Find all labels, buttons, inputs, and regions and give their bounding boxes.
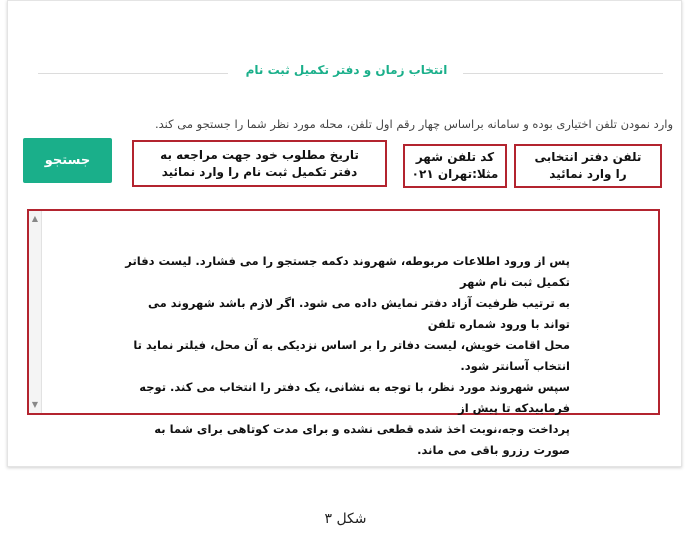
city-code-label-line1: کد تلفن شهر	[415, 150, 495, 164]
date-field-label-line2: دفتر تکمیل ثبت نام را وارد نمائید	[161, 164, 358, 179]
results-textarea[interactable]	[27, 209, 660, 457]
title-divider-left	[38, 73, 228, 74]
city-code-label-line2: مثلا:تهران ۰۲۱	[411, 167, 499, 181]
results-line: سپس شهروند مورد نظر، با توجه به نشانی، یک دفتر را انتخاب می کند. توجه فرمایید‌که تا پیش از	[139, 380, 570, 415]
section-header	[38, 63, 663, 83]
phone-field-label-line1: تلفن دفتر انتخابی	[534, 150, 642, 164]
instruction-text: وارد نمودن تلفن اختیاری بوده و سامانه براساس چهار رقم اول تلفن، محله مورد نظر شما را جستجو می کند.	[154, 117, 673, 131]
results-line: پرداخت وجه،نوبت اخذ شده قطعی نشده و برای مدت کوتاهی برای شما به صورت رزرو باقی می ماند.	[154, 422, 570, 457]
results-line: محل اقامت خویش، لیست دفاتر را بر اساس نزدیکی به آن محل، فیلتر نماید تا انتخاب آسانتر شود.	[133, 338, 570, 373]
date-field-label-line1: تاریخ مطلوب خود جهت مراجعه به	[160, 147, 359, 162]
scroll-down-arrow-icon[interactable]: ▼	[31, 400, 39, 409]
section-title: انتخاب زمان و دفتر تکمیل ثبت نام	[245, 63, 448, 77]
textarea-scrollbar[interactable]	[29, 211, 42, 413]
date-field[interactable]	[132, 140, 387, 187]
figure-caption: شکل ۳	[324, 511, 367, 527]
phone-field-label-line2: را وارد نمائید	[549, 167, 627, 181]
results-line: پس از ورود اطلاعات مربوطه، شهروند دکمه جستجو را می فشارد. لیست دفاتر تکمیل ثبت نام شهر	[125, 254, 570, 289]
results-paragraph	[124, 251, 570, 461]
search-button[interactable]: جستجو	[23, 138, 112, 183]
phone-field[interactable]	[514, 144, 662, 188]
scroll-up-arrow-icon[interactable]: ▲	[31, 214, 39, 223]
city-code-field[interactable]	[403, 144, 507, 188]
title-divider-right	[463, 73, 663, 74]
results-line: به ترتیب ظرفیت آزاد دفتر نمایش داده می شود. اگر لازم باشد شهروند می تواند با ورود شماره تلفن	[148, 296, 570, 331]
